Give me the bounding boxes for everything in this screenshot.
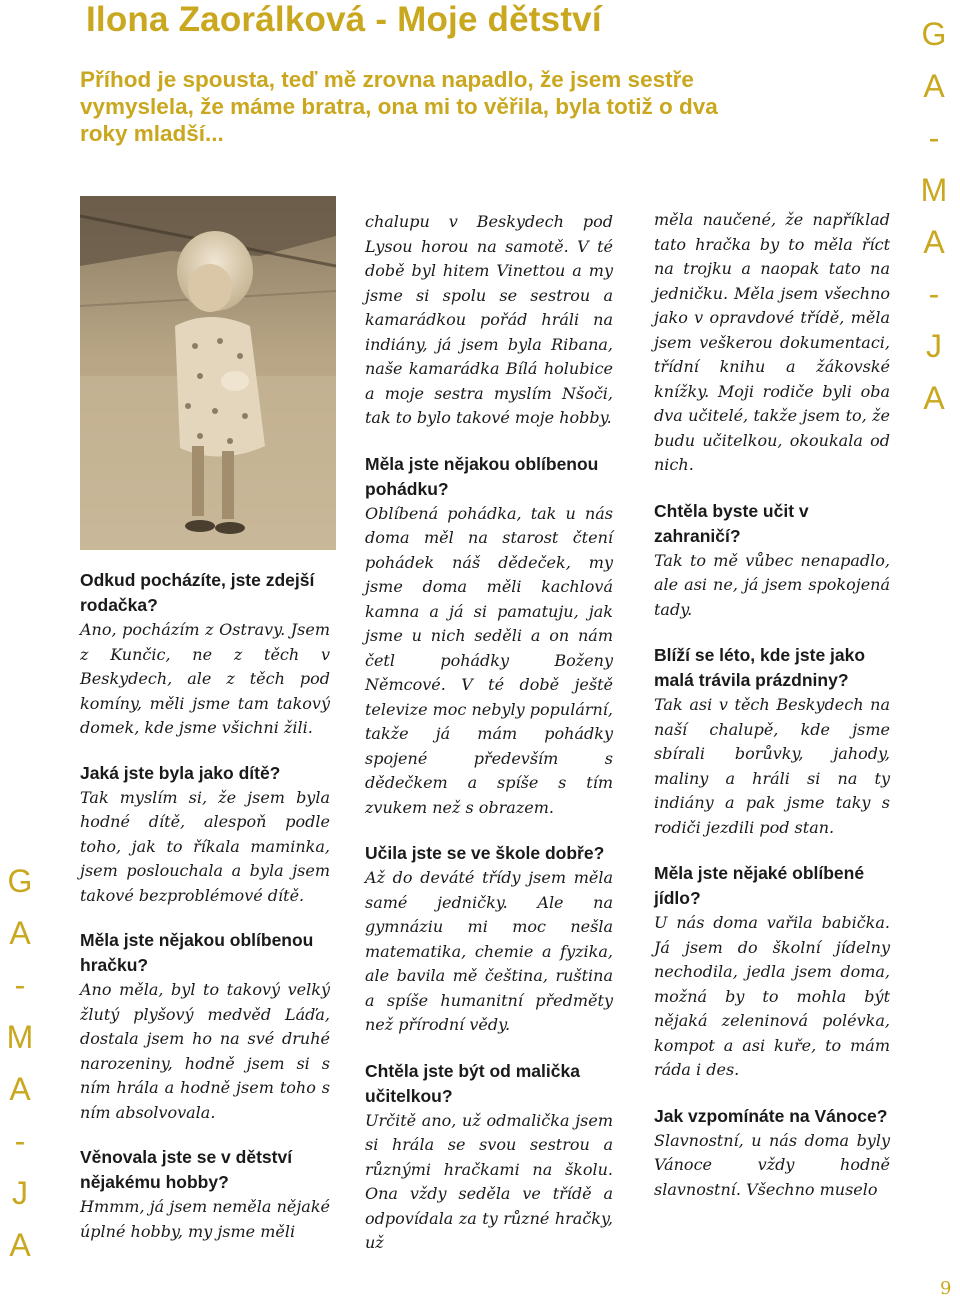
answer-hobby-continued: chalupu v Beskydech pod Lysou horou na samotě. V té době byl hitem Vinettou a my jsme si spolu se sestrou a kamarádkou pořád hráli na indiány, já jsem byla Ribana, naše kamarádka Bílá holubice a moje sestra myslím Nšoči, tak to bylo takové moje hobby.: [365, 212, 613, 427]
column-2: [365, 210, 613, 1277]
answer-school: Až do deváté třídy jsem měla samé jedničky. Ale na gymnáziu mi moc nešla matematika, chemie a fyzika, ale bavila mě čeština, ruština a spíše humanitní předměty než přírodní vědy.: [365, 868, 613, 1034]
question-toy: Měla jste nějakou oblíbenou hračku?: [80, 930, 314, 975]
question-holidays: Blíží se léto, kde jste jako malá trávila prázdniny?: [654, 645, 866, 690]
question-abroad: Chtěla byste učit v zahraničí?: [654, 500, 809, 546]
lead-quote: Příhod je spousta, teď mě zrovna napadlo, že jsem sestře vymyslela, že máme bratra, ona mi to věřila, byla totiž o dva roky mladší...: [80, 67, 718, 146]
answer-teacher: Určitě ano, už odmalička jsem si hrála se svou sestrou a různými hračkami na školu. Ona vždy seděla ve třídě a odpovídala za ty různé hračky, už: [365, 1110, 613, 1252]
answer-childhood: Tak myslím si, že jsem byla hodné dítě, alespoň podle toho, jak to říkala maminka, jsem poslouchala a byla jsem takové bezproblémové dítě.: [80, 787, 330, 905]
sidebar-letter: -: [14, 967, 26, 1003]
sidebar-letter: A: [923, 224, 945, 260]
sidebar-letters-left: [0, 855, 40, 1271]
sidebar-letter: J: [926, 328, 942, 364]
sidebar-letter: G: [921, 16, 947, 52]
question-origin: Odkud pocházíte, jste zdejší rodačka?: [80, 570, 315, 615]
sidebar-letter: -: [14, 1123, 26, 1159]
sidebar-letter: M: [920, 172, 948, 208]
sidebar-letter: -: [928, 276, 940, 312]
answer-origin: Ano, pocházím z Ostravy. Jsem z Kunčic, ne z těch v Beskydech, ale z těch pod komíny, měli jsme tam takový domek, kde jsme všichni žili.: [80, 620, 330, 737]
page-title: Ilona Zaorálková - Moje dětství: [86, 0, 602, 39]
question-childhood: Jaká jste byla jako dítě?: [80, 762, 281, 783]
answer-christmas: Slavnostní, u nás doma byly Vánoce vždy hodně slavnostní. Všechno muselo: [654, 1130, 890, 1199]
sidebar-letter: A: [9, 1227, 31, 1263]
question-food: Měla jste nějaké oblíbené jídlo?: [654, 863, 865, 908]
answer-food: U nás doma vařila babička. Já jsem do školní jídelny nechodila, jedla jsem doma, možná by to mohla být nějaká zeleninová polévka, kompot a asi kuře, to mám ráda i des.: [654, 913, 890, 1079]
childhood-photo: [80, 196, 336, 550]
sidebar-letter: A: [923, 68, 945, 104]
sidebar-letter: J: [12, 1175, 28, 1211]
column-1: [80, 568, 330, 1264]
answer-abroad: Tak to mě vůbec nenapadlo, ale asi ne, já jsem spokojená tady.: [654, 550, 890, 619]
column-3: [654, 208, 890, 1223]
answer-teacher-continued: měla naučené, že například tato hračka by to měla říct na trojku a naopak tato na jedničku. Měla jsem všechno jako v opravdové třídě, měla jsem veškerou dokumentaci, třídní knihu a žákovské knížky. Moji rodiče byli oba dva učitelé, takže jsem to, že budu učitelkou, okoukala od nich.: [654, 210, 890, 474]
sidebar-letter: A: [9, 915, 31, 951]
question-fairytale: Měla jste nějakou oblíbenou pohádku?: [365, 453, 599, 499]
answer-holidays: Tak asi v těch Beskydech na naší chalupě, kde jsme sbírali borůvky, jahody, maliny a hráli si na ty indiány a pak jsme taky s rodiči jezdili pod stan.: [654, 695, 890, 837]
answer-hobby: Hmmm, já jsem neměla nějaké úplné hobby, my jsme měli: [80, 1197, 330, 1241]
sidebar-letter: -: [928, 120, 940, 156]
question-school: Učila jste se ve škole dobře?: [365, 843, 605, 863]
sidebar-letter: M: [6, 1019, 34, 1055]
sidebar-letter: G: [7, 863, 33, 899]
childhood-photo-illustration: [80, 196, 336, 550]
answer-toy: Ano měla, byl to takový velký žlutý plyšový medvěd Láďa, dostala jsem ho na své druhé narozeniny, hodně jsem si s ním hrála a hodně jsem toho s ním absolvovala.: [80, 980, 330, 1122]
sidebar-letters-right: [914, 8, 954, 424]
sidebar-letter: A: [9, 1071, 31, 1107]
question-hobby: Věnovala jste se v dětství nějakému hobby?: [80, 1147, 293, 1192]
answer-fairytale: Oblíbená pohádka, tak u nás doma měl na starost čtení pohádek náš dědeček, my jsme doma měli kachlová kamna a já si pamatuju, jak jsme u nich seděli a on nám četl pohádky Boženy Němcové. V té době ještě televize moc nebyly populární, takže já mám pohádky spojené především s dědečkem a spíše s tím zvukem než s obrazem.: [365, 503, 614, 817]
question-teacher: Chtěla jste být od malička učitelkou?: [365, 1060, 580, 1106]
question-christmas: Jak vzpomínáte na Vánoce?: [654, 1105, 888, 1126]
sidebar-letter: A: [923, 380, 945, 416]
page-number: 9: [940, 1278, 952, 1299]
